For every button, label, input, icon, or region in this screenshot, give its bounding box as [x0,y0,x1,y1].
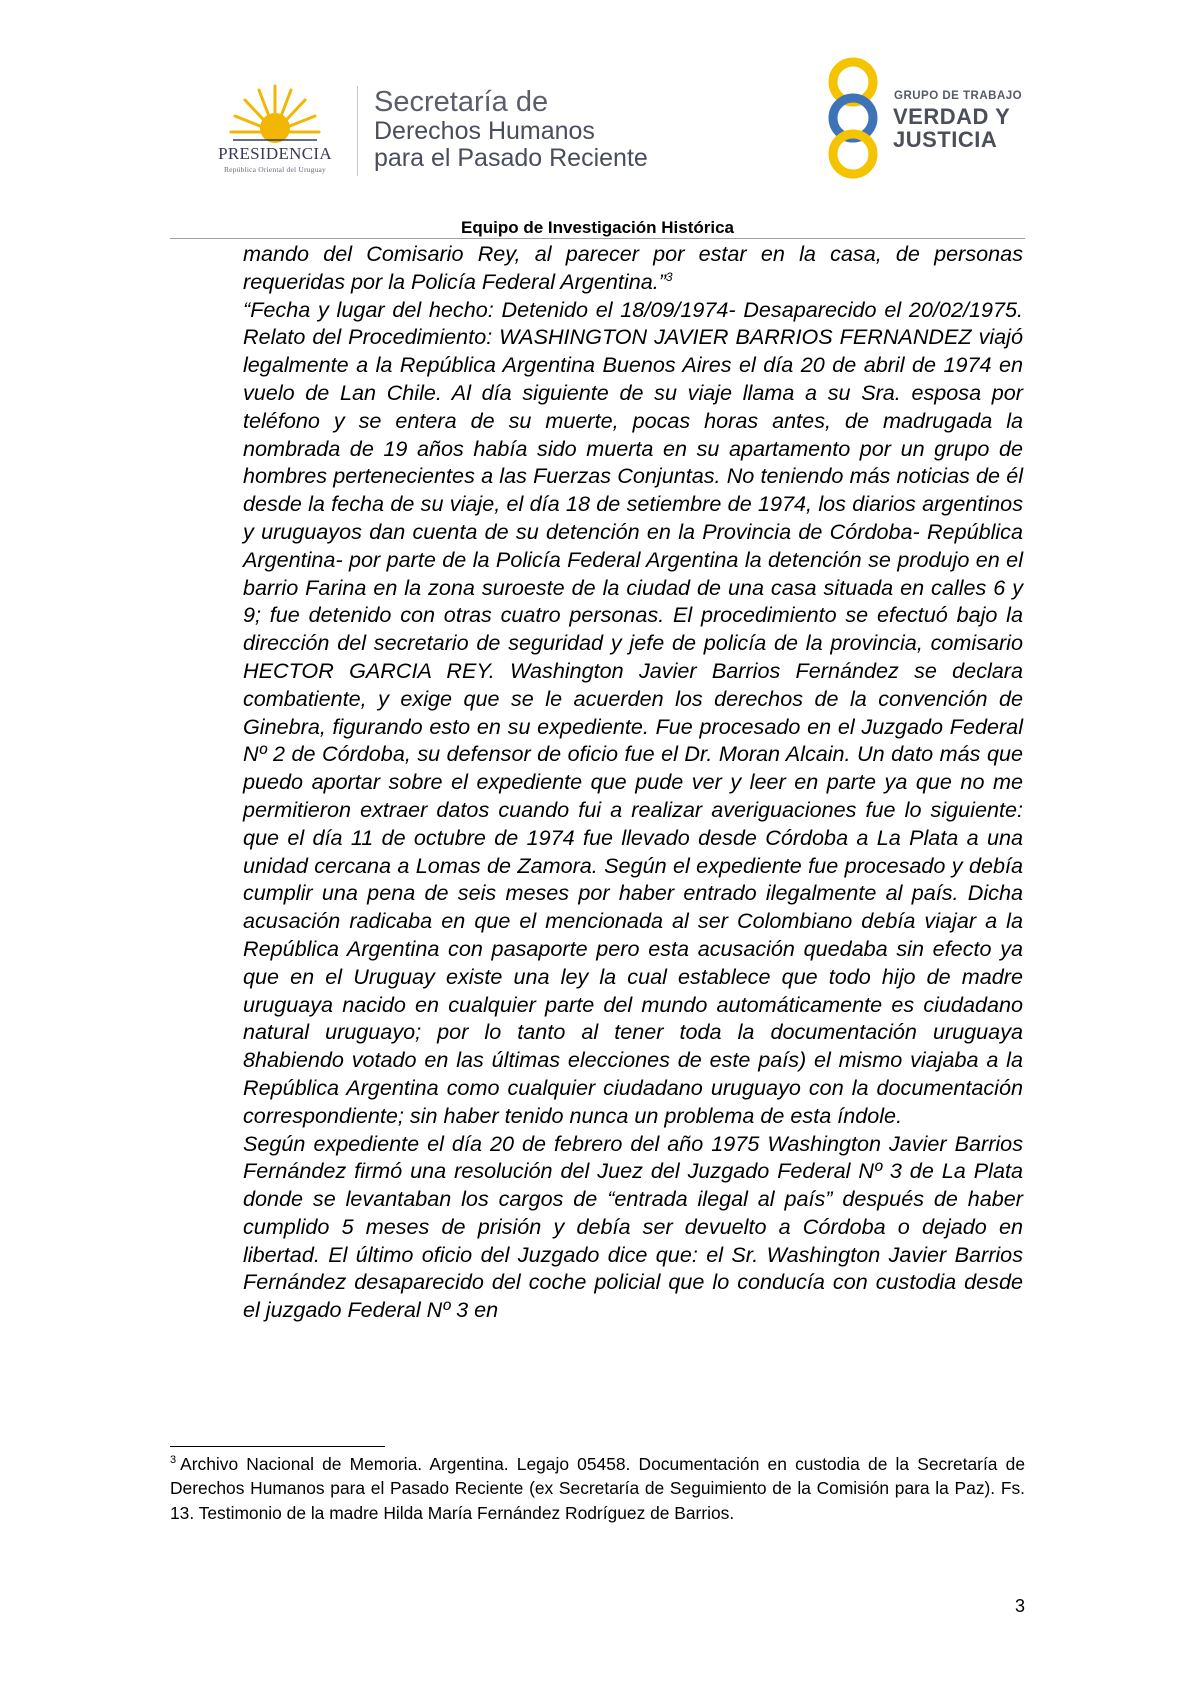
secretaria-title [374,86,648,172]
header-divider [357,86,358,176]
secretaria-line1: Secretaría de [374,86,549,118]
secretaria-line2: Derechos Humanos [374,117,595,145]
page-number: 3 [1014,1596,1025,1616]
justicia-label: JUSTICIA [893,127,998,152]
paragraph-2: “Fecha y lugar del hecho: Detenido el 18/09/1974- Desaparecido el 20/02/1975. Relato del Procedimiento: WASHINGTON JAVIER BARRIOS FERNANDEZ viajó legalmente a la República Argentina Buenos Aires el día 20 de abril de 1974 en vuelo de Lan Chile. Al día siguiente de su viaje llama a su Sra. esposa por teléfono y se entera de su muerte, pocas horas antes, de madrugada la nombrada de 19 años había sido muerta en su apartamento por un grupo de hombres pertenecientes a las Fuerzas Conjuntas. No teniendo más noticias de él desde la fecha de su viaje, el día 18 de setiembre de 1974, los diarios argentinos y uruguayos dan cuenta de su detención en la Provincia de Córdoba- República Argentina- por parte de la Policía Federal Argentina la detención se produjo en el barrio Farina en la zona suroeste de la ciudad de una casa situada en calles 6 y 9; fue detenido con otras cuatro personas. El procedimiento se efectuó bajo la dirección del secretario de seguridad y jefe de policía de la provincia, comisario HECTOR GARCIA REY. Washington Javier Barrios Fernández se declara combatiente, y exige que se le acuerden los derechos de la convención de Ginebra, figurando esto en su expediente. Fue procesado en el Juzgado Federal Nº 2 de Córdoba, su defensor de oficio fue el Dr. Moran Alcain. Un dato más que puedo aportar sobre el expediente que pude ver y leer en parte ya que no me permitieron extraer datos cuando fui a realizar averiguaciones fue lo siguiente: que el día 11 de octubre de 1974 fue llevado desde Córdoba a La Plata a una unidad cercana a Lomas de Zamora. Según el expediente fue procesado y debía cumplir una pena de seis meses por haber entrado ilegalmente al país. Dicha acusación radicaba en que el mencionada al ser Colombiano debía viajar a la República Argentina con pasaporte pero esta acusación quedaba sin efecto ya que en el Uruguay existe una ley la cual establece que todo hijo de madre uruguaya nacido en cualquier parte del mundo automáticamente es ciudadano natural uruguayo; por lo tanto al tener toda la documentación uruguaya 8habiendo votado en las últimas elecciones de este país) el mismo viajaba a la República Argentina como cualquier ciudadano uruguayo con la documentación correspondiente; sin haber tenido nunca un problema de esta índole. [243,296,1023,1128]
secretaria-line3: para el Pasado Reciente [374,144,648,172]
grupo-label: GRUPO DE TRABAJO [894,90,1023,102]
header-rule [170,238,1025,239]
verdad-label: VERDAD Y [893,104,1011,129]
page-header [0,0,1190,240]
footnote-mark: 3 [170,1454,177,1467]
paragraph-1-text: mando del Comisario Rey, al parecer por estar en la casa, de personas requeridas por la Policía Federal Argentina.” [243,241,1023,294]
paragraph-3: Según expediente el día 20 de febrero del año 1975 Washington Javier Barrios Fernández firmó una resolución del Juez del Juzgado Federal Nº 3 de La Plata donde se levantaban los cargos de “entrada ilegal al país” después de haber cumplido 5 meses de prisión y debía ser devuelto a Córdoba o dejado en libertad. El último oficio del Juzgado dice que: el Sr. Washington Javier Barrios Fernández desaparecido del coche policial que lo conducía con custodia desde el juzgado Federal Nº 3 en [243,1130,1023,1323]
sun-emblem-icon [229,82,321,144]
verdad-justicia-logo [820,56,1030,181]
footnote-text: Archivo Nacional de Memoria. Argentina. Legajo 05458. Documentación en custodia de la Secretaría de Derechos Humanos para el Pasado Reciente (ex Secretaría de Seguimiento de la Comisión para la Paz). Fs. 13. Testimonio de la madre Hilda María Fernández Rodríguez de Barrios. [170,1454,1025,1523]
footnote [170,1452,1025,1525]
interlocked-rings-icon [820,56,890,181]
footnote-reference[interactable]: 3 [665,269,673,284]
presidencia-logo [195,82,355,182]
paragraph-1 [243,240,1023,296]
body-text [243,240,1023,1324]
team-heading: Equipo de Investigación Histórica [461,218,734,237]
presidencia-subtitle: República Oriental del Uruguay [223,165,326,174]
presidencia-name: PRESIDENCIA [218,144,332,163]
footnote-separator [170,1446,385,1447]
